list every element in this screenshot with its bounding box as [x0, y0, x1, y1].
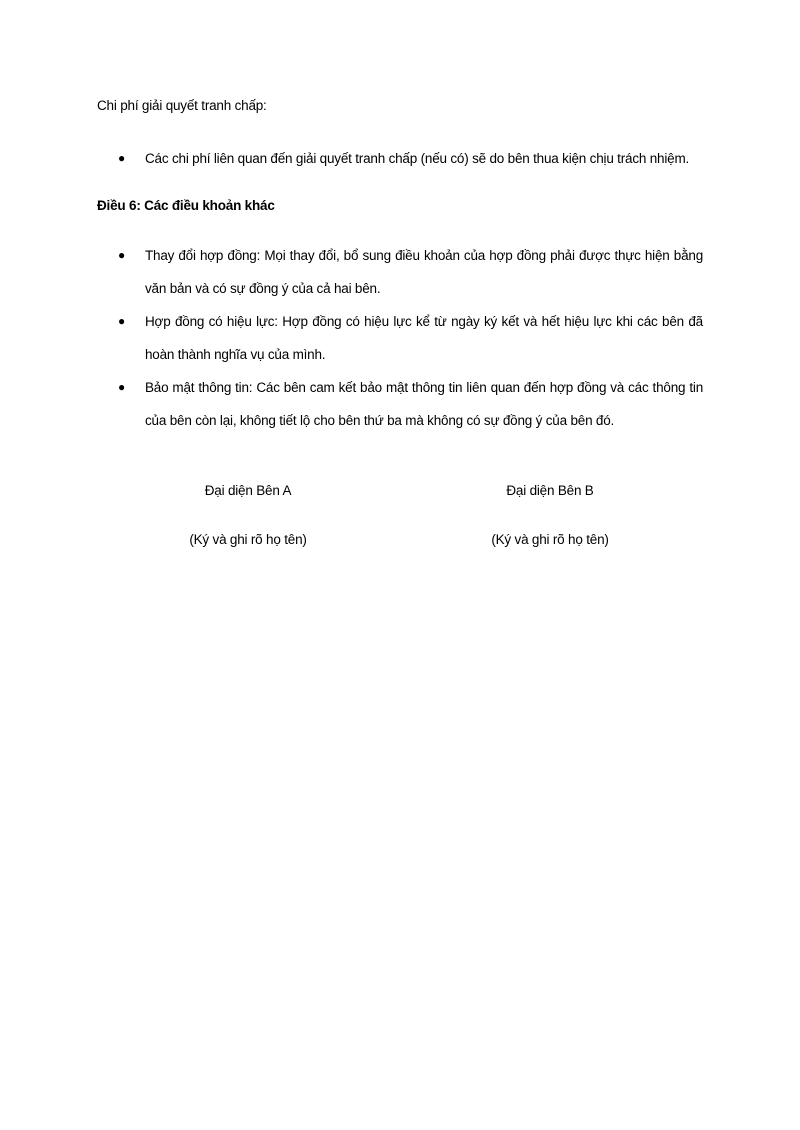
list-item-text: Hợp đồng có hiệu lực: Hợp đồng có hiệu lực kể từ ngày ký kết và hết hiệu lực khi các bên đã hoàn thành nghĩa vụ của mình. — [145, 314, 703, 362]
list-item — [0, 142, 703, 175]
article-6-heading: Điều 6: Các điều khoản khác — [97, 198, 275, 213]
party-b-signature-note: (Ký và ghi rõ họ tên) — [491, 532, 609, 547]
bullet-icon: ● — [118, 151, 126, 165]
bullet-icon: ● — [118, 380, 126, 394]
dispute-costs-label: Chi phí giải quyết tranh chấp: — [97, 98, 267, 113]
list-item-text: Các chi phí liên quan đến giải quyết tranh chấp (nếu có) sẽ do bên thua kiện chịu trách nhiệm. — [145, 151, 690, 166]
dispute-costs-list — [0, 142, 703, 175]
article-6-list — [0, 239, 703, 437]
list-item — [0, 305, 703, 371]
list-item-text: Thay đổi hợp đồng: Mọi thay đổi, bổ sung điều khoản của hợp đồng phải được thực hiện bằng văn bản và có sự đồng ý của cả hai bên. — [145, 248, 703, 296]
party-a-signature-title: Đại diện Bên A — [204, 483, 292, 498]
party-b-signature-title: Đại diện Bên B — [506, 483, 594, 498]
list-item — [0, 239, 703, 305]
party-a-signature-note: (Ký và ghi rõ họ tên) — [189, 532, 307, 547]
list-item-text: Bảo mật thông tin: Các bên cam kết bảo mật thông tin liên quan đến hợp đồng và các thông tin của bên còn lại, không tiết lộ cho bên thứ ba mà không có sự đồng ý của bên đó. — [145, 380, 703, 428]
bullet-icon: ● — [118, 248, 126, 262]
bullet-icon: ● — [118, 314, 126, 328]
list-item — [0, 371, 703, 437]
